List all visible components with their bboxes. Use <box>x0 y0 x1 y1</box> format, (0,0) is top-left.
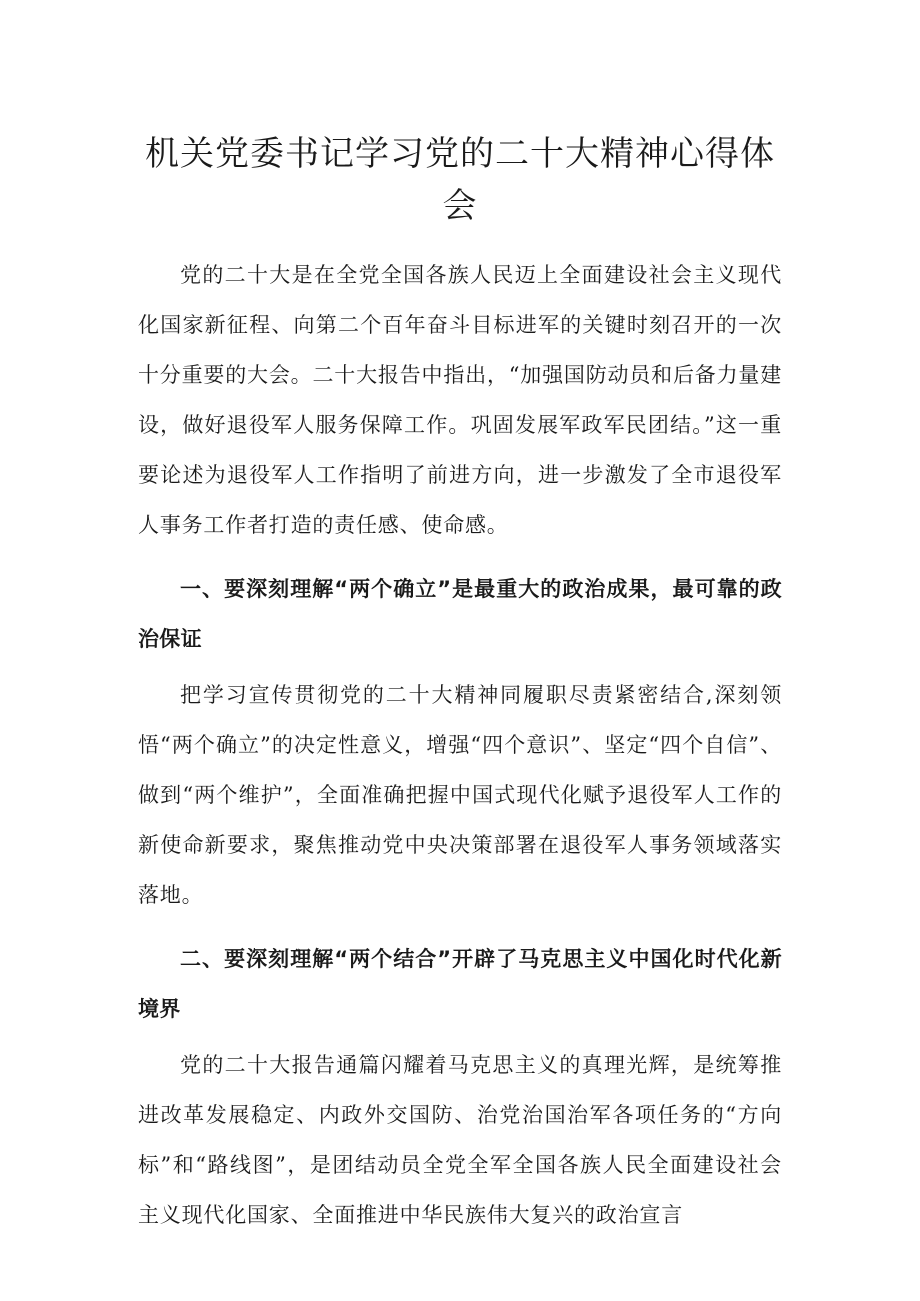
section-2-paragraph: 党的二十大报告通篇闪耀着马克思主义的真理光辉，是统筹推进改革发展稳定、内政外交国防、治党治国治军各项任务的“方向标”和“路线图”，是团结动员全党全军全国各族人民全面建设社会主义现代化国家、全面推进中华民族伟大复兴的政治宣言 <box>138 1053 782 1227</box>
document-title: 机关党委书记学习党的二十大精神心得体会 <box>145 134 775 226</box>
section-1-paragraph: 把学习宣传贯彻党的二十大精神同履职尽责紧密结合,深刻领悟“两个确立”的决定性意义，增强“四个意识”、坚定“四个自信”、做到“两个维护”，全面准确把握中国式现代化赋予退役军人工作的新使命新要求，聚焦推动党中央决策部署在退役军人事务领域落实落地。 <box>138 683 782 907</box>
section-heading-2: 二、要深刻理解“两个结合”开辟了马克思主义中国化时代化新境界 <box>138 947 782 1021</box>
document-body <box>138 250 782 1240</box>
section-heading-1: 一、要深刻理解“两个确立”是最重大的政治成果，最可靠的政治保证 <box>138 577 782 651</box>
intro-paragraph: 党的二十大是在全党全国各族人民迈上全面建设社会主义现代化国家新征程、向第二个百年奋斗目标进军的关键时刻召开的一次十分重要的大会。二十大报告中指出，“加强国防动员和后备力量建设，做好退役军人服务保障工作。巩固发展军政军民团结。”这一重要论述为退役军人工作指明了前进方向，进一步激发了全市退役军人事务工作者打造的责任感、使命感。 <box>138 263 782 537</box>
